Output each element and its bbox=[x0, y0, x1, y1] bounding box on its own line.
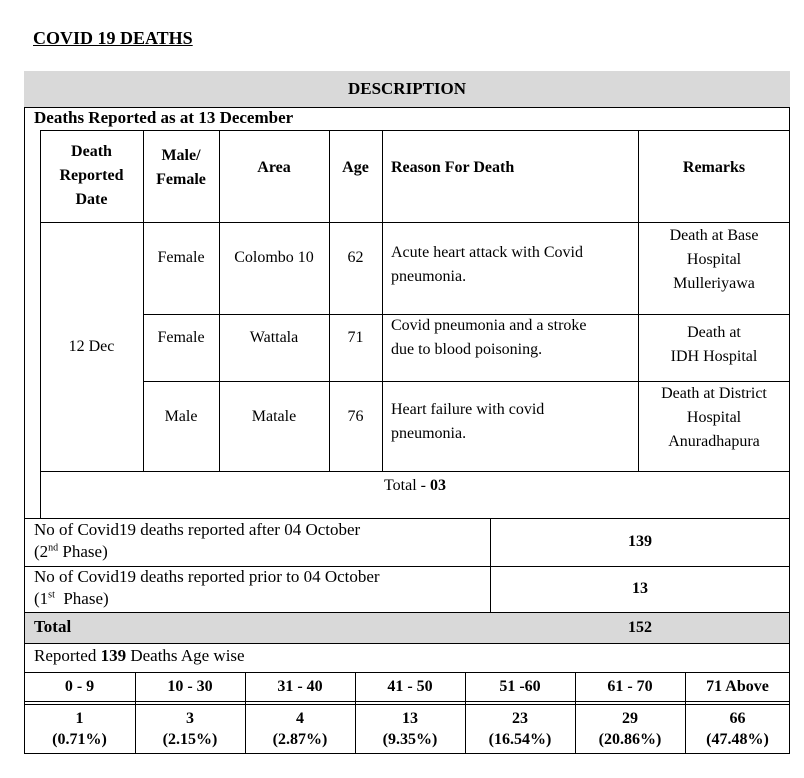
age-range-header: 0 - 9 bbox=[64, 677, 95, 695]
age-range-header: 61 - 70 bbox=[607, 677, 653, 695]
deaths-total: Total - 03 bbox=[384, 477, 446, 494]
agewise-caption: Reported 139 Deaths Age wise bbox=[34, 646, 245, 665]
age-group-count: 29 (20.86%) bbox=[598, 710, 662, 748]
col-area: Area bbox=[257, 158, 291, 176]
prior-october-value: 13 bbox=[632, 580, 648, 597]
col-death-reported-date: Death Reported Date bbox=[59, 143, 124, 208]
after-october-value: 139 bbox=[628, 533, 652, 550]
description-header: DESCRIPTION bbox=[24, 71, 790, 108]
total-label: Total bbox=[34, 617, 72, 636]
row1-reason: Acute heart attack with Covid pneumonia. bbox=[391, 244, 583, 285]
col-male-female: Male/ Female bbox=[156, 146, 206, 188]
row2-area: Wattala bbox=[249, 329, 299, 346]
row1-area: Colombo 10 bbox=[234, 249, 314, 266]
row1-age: 62 bbox=[347, 249, 364, 266]
row3-area: Matale bbox=[251, 408, 297, 425]
row3-reason: Heart failure with covid pneumonia. bbox=[391, 401, 545, 442]
after-october-label: No of Covid19 deaths reported after 04 October (2nd Phase) bbox=[34, 520, 361, 561]
row3-age: 76 bbox=[347, 408, 364, 425]
age-range-header: 41 - 50 bbox=[387, 677, 433, 695]
age-group-count: 66 (47.48%) bbox=[706, 710, 769, 748]
row1-remarks: Death at Base Hospital Mulleriyawa bbox=[669, 226, 759, 292]
row1-sex: Female bbox=[157, 249, 205, 266]
age-range-header: 31 - 40 bbox=[277, 677, 323, 695]
age-range-header: 71 Above bbox=[706, 677, 769, 695]
row2-sex: Female bbox=[157, 329, 205, 346]
page-title: COVID 19 DEATHS bbox=[33, 28, 193, 48]
row2-reason: Covid pneumonia and a stroke due to blood poisoning. bbox=[391, 317, 587, 358]
age-range-header: 51 -60 bbox=[499, 677, 541, 695]
col-reason: Reason For Death bbox=[391, 158, 515, 176]
row3-remarks: Death at District Hospital Anuradhapura bbox=[661, 384, 767, 450]
age-range-header: 10 - 30 bbox=[167, 677, 213, 695]
death-date-cell: 12 Dec bbox=[68, 337, 115, 355]
age-group-count: 23 (16.54%) bbox=[488, 710, 552, 748]
row2-remarks: Death at IDH Hospital bbox=[670, 324, 758, 365]
col-age: Age bbox=[342, 158, 369, 176]
age-group-count: 4 (2.87%) bbox=[272, 710, 328, 748]
row2-age: 71 bbox=[347, 329, 364, 346]
age-group-count: 3 (2.15%) bbox=[162, 710, 218, 748]
col-remarks: Remarks bbox=[682, 158, 746, 176]
age-group-count: 1 (0.71%) bbox=[52, 710, 107, 748]
prior-october-label: No of Covid19 deaths reported prior to 04 October (1st Phase) bbox=[34, 567, 380, 608]
age-group-count: 13 (9.35%) bbox=[382, 710, 438, 748]
total-value: 152 bbox=[628, 619, 652, 636]
report-date-caption: Deaths Reported as at 13 December bbox=[34, 108, 294, 127]
row3-sex: Male bbox=[164, 408, 198, 425]
